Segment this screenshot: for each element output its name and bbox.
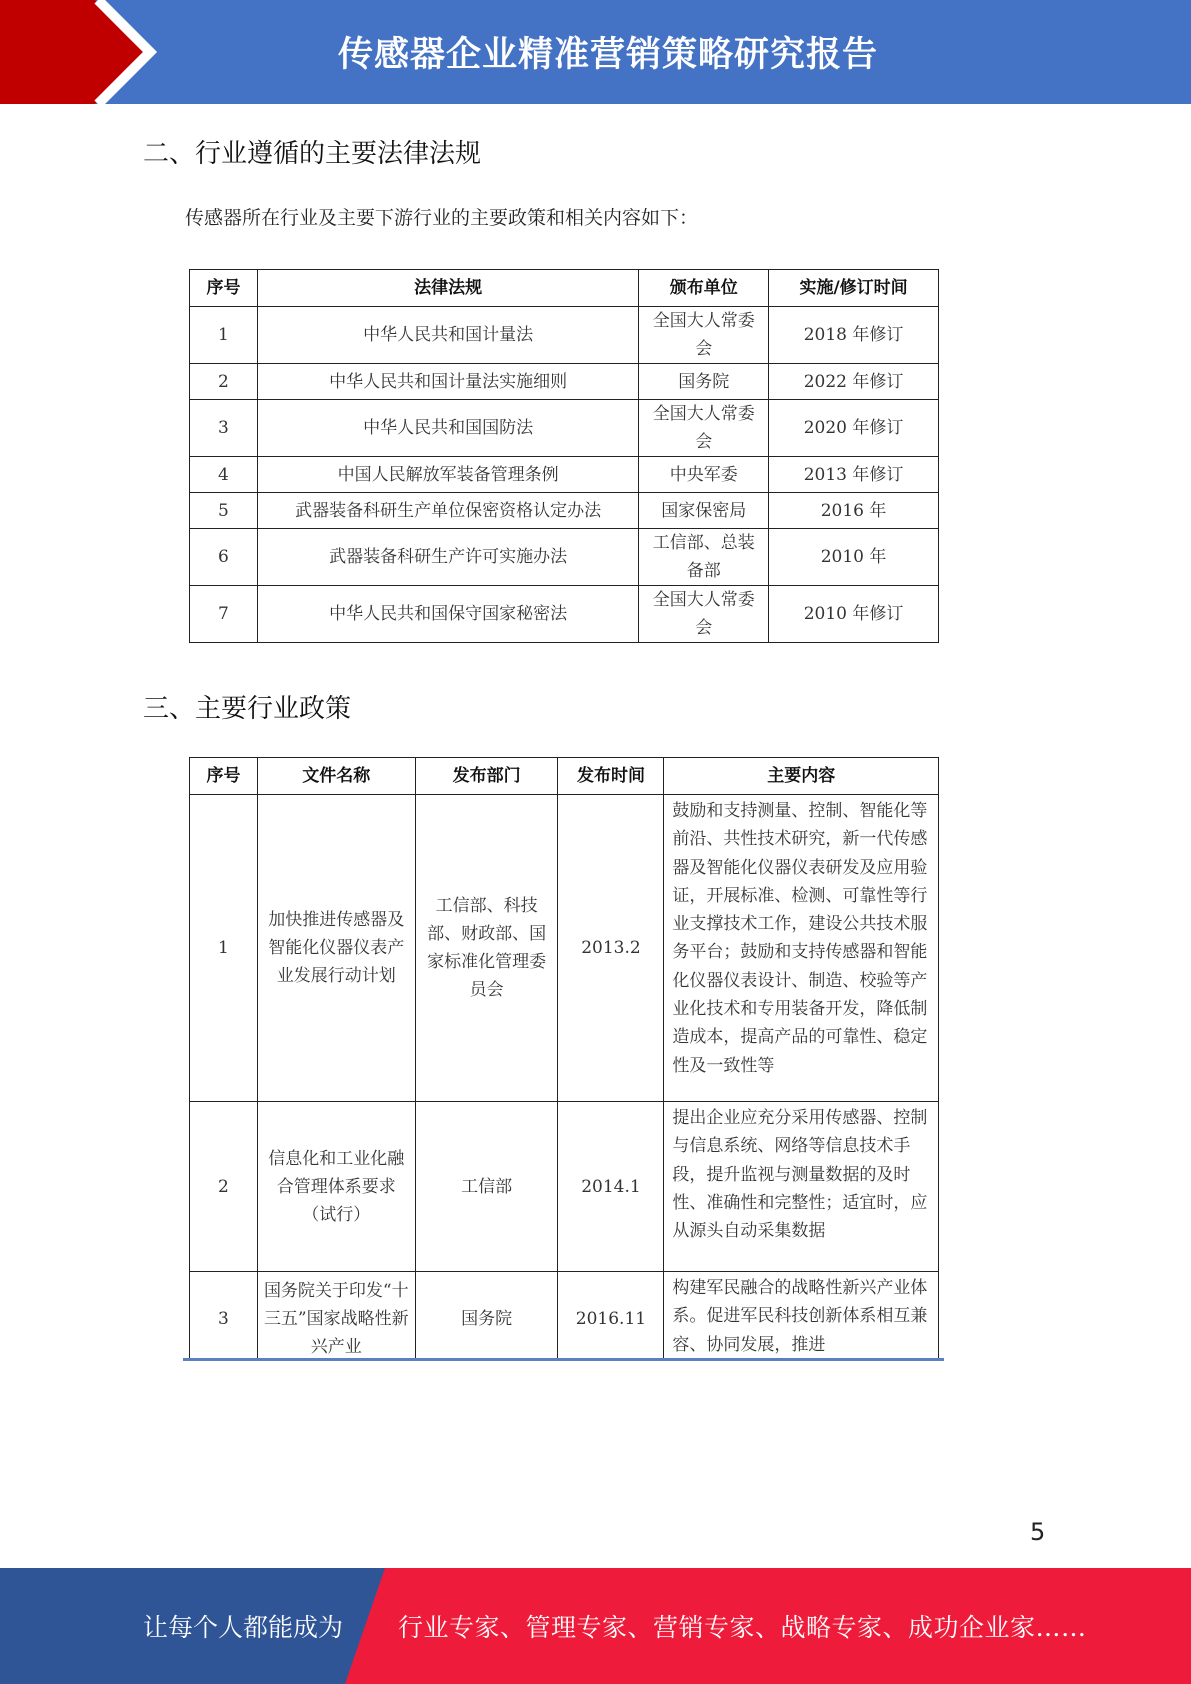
table-cell: 2014.1 [558,1102,664,1272]
table-cell: 国务院 [415,1272,558,1361]
report-footer [0,1568,1191,1684]
table-header-row [190,270,939,307]
column-header: 发布时间 [558,758,664,795]
report-title: 传感器企业精准营销策略研究报告 [338,35,879,75]
table-cell: 武器装备科研生产单位保密资格认定办法 [257,493,638,529]
table-cell: 7 [190,586,258,643]
table-cell: 提出企业应充分采用传感器、控制与信息系统、网络等信息技术手段，提升监视与测量数据的及时性、准确性和完整性；适宜时，应从源头自动采集数据 [664,1102,939,1272]
table-cell: 2 [190,1102,258,1272]
table-row [190,586,939,643]
laws-table [189,269,939,643]
table-cell: 2016 年 [769,493,939,529]
table-cell: 2013.2 [558,795,664,1102]
table-cell: 鼓励和支持测量、控制、智能化等前沿、共性技术研究，新一代传感器及智能化仪器仪表研发及应用验证，开展标准、检测、可靠性等行业支撑技术工作，建设公共技术服务平台；鼓励和支持传感器和智能化仪器仪表设计、制造、校验等产业化技术和专用装备开发，降低制造成本，提高产品的可靠性、稳定性及一致性等 [664,795,939,1102]
table-row [190,493,939,529]
table-cell: 2020 年修订 [769,400,939,457]
table-cell: 加快推进传感器及智能化仪器仪表产业发展行动计划 [257,795,415,1102]
table-cell: 信息化和工业化融合管理体系要求（试行） [257,1102,415,1272]
table-header-row [190,758,939,795]
table-cell: 中华人民共和国计量法实施细则 [257,364,638,400]
table-cell: 2010 年 [769,529,939,586]
column-header: 发布部门 [415,758,558,795]
column-header: 文件名称 [257,758,415,795]
table-cell: 5 [190,493,258,529]
report-header [0,0,1191,110]
column-header: 法律法规 [257,270,638,307]
policy-table-clip [185,755,944,1360]
table-cell: 中华人民共和国国防法 [257,400,638,457]
page-number: 5 [1030,1518,1046,1546]
table-cell: 全国大人常委会 [639,586,769,643]
table-cell: 1 [190,307,258,364]
column-header: 主要内容 [664,758,939,795]
table-cut-line [183,1358,944,1361]
table-cell: 工信部 [415,1102,558,1272]
table-cell: 2013 年修订 [769,457,939,493]
footer-slogan-left: 让每个人都能成为 [143,1613,344,1642]
table-cell: 中国人民解放军装备管理条例 [257,457,638,493]
table-row [190,364,939,400]
table-row [190,529,939,586]
table-cell: 国家保密局 [639,493,769,529]
table-cell: 中华人民共和国计量法 [257,307,638,364]
table-cell: 全国大人常委会 [639,307,769,364]
table-cell: 4 [190,457,258,493]
table-row [190,1272,939,1361]
table-row [190,795,939,1102]
table-cell: 6 [190,529,258,586]
table-cell: 2016.11 [558,1272,664,1361]
table-row [190,400,939,457]
table-cell: 武器装备科研生产许可实施办法 [257,529,638,586]
policy-table [189,757,939,1360]
table-cell: 国务院 [639,364,769,400]
column-header: 颁布单位 [639,270,769,307]
section-heading-laws: 二、行业遵循的主要法律法规 [143,139,482,169]
column-header: 序号 [190,270,258,307]
column-header: 序号 [190,758,258,795]
table-cell: 全国大人常委会 [639,400,769,457]
table-cell: 工信部、总装备部 [639,529,769,586]
table-row [190,307,939,364]
table-cell: 2 [190,364,258,400]
table-cell: 1 [190,795,258,1102]
section-heading-policies: 三、主要行业政策 [143,694,352,724]
table-cell: 工信部、科技部、财政部、国家标准化管理委员会 [415,795,558,1102]
table-cell: 中央军委 [639,457,769,493]
laws-intro-text: 传感器所在行业及主要下游行业的主要政策和相关内容如下： [185,207,699,229]
table-cell: 中华人民共和国保守国家秘密法 [257,586,638,643]
table-row [190,457,939,493]
table-cell: 2022 年修订 [769,364,939,400]
footer-slogan-right: 行业专家、管理专家、营销专家、战略专家、成功企业家…… [398,1613,1087,1642]
table-cell: 国务院关于印发“十三五”国家战略性新兴产业 [257,1272,415,1361]
table-cell: 2018 年修订 [769,307,939,364]
table-cell: 3 [190,400,258,457]
column-header: 实施/修订时间 [769,270,939,307]
table-cell: 构建军民融合的战略性新兴产业体系。促进军民科技创新体系相互兼容、协同发展，推进 [664,1272,939,1361]
table-cell: 2010 年修订 [769,586,939,643]
table-row [190,1102,939,1272]
table-cell: 3 [190,1272,258,1361]
